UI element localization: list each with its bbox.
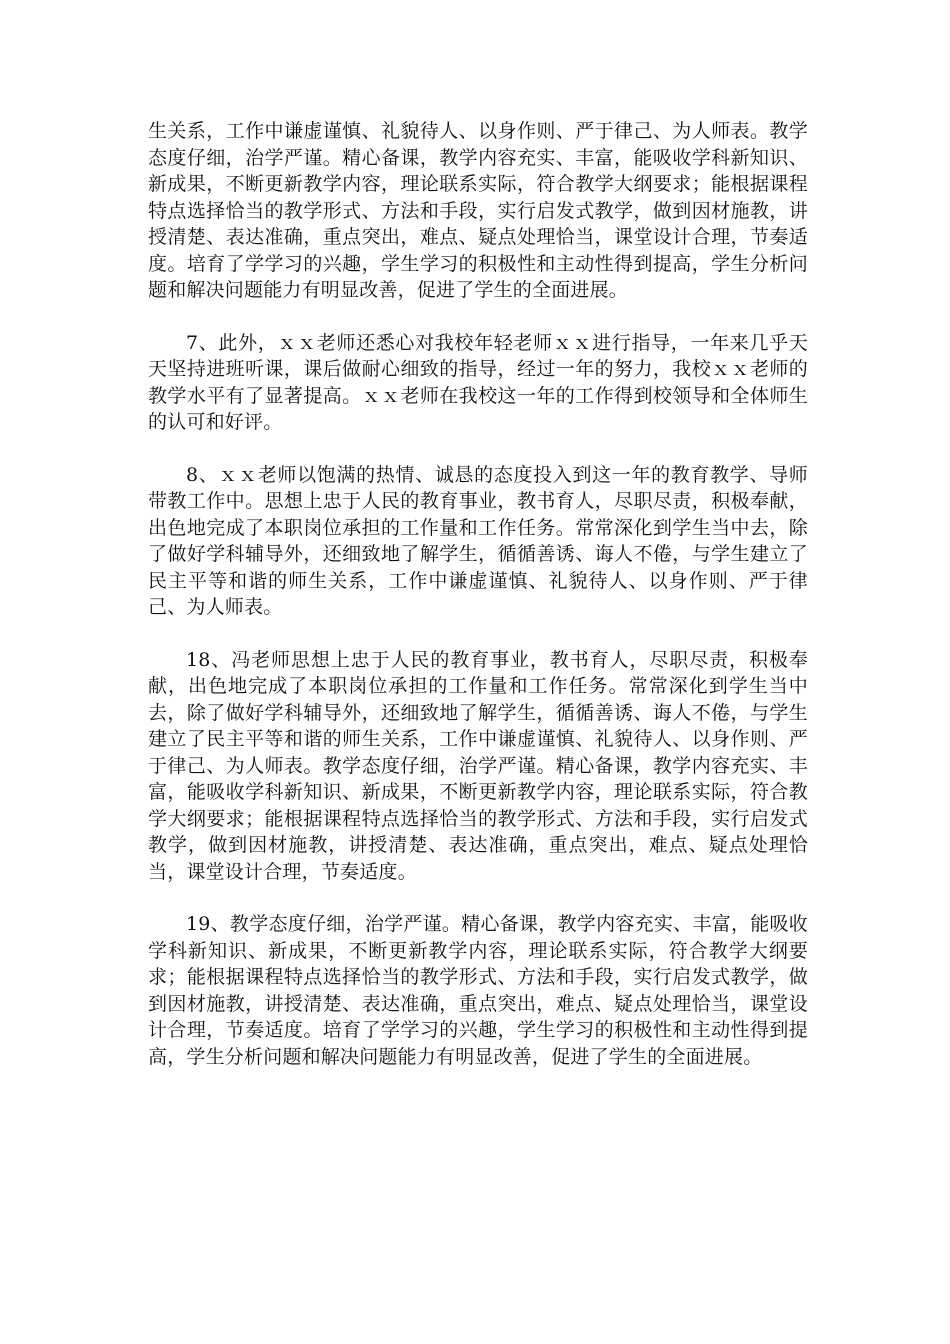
paragraph-item-8: 8、ｘｘ老师以饱满的热情、诚恳的态度投入到这一年的教育教学、导师带教工作中。思想上忠于人民的教育事业，教书育人，尽职尽责，积极奉献，出色地完成了本职岗位承担的工作量和工作任务。常常深化到学生当中去，除了做好学科辅导外，还细致地了解学生，循循善诱、诲人不倦，与学生建立了民主平等和谐的师生关系，工作中谦虚谨慎、礼貌待人、以身作则、严于律己、为人师表。 bbox=[148, 463, 808, 618]
paragraph-continuation: 生关系，工作中谦虚谨慎、礼貌待人、以身作则、严于律己、为人师表。教学态度仔细，治学严谨。精心备课，教学内容充实、丰富，能吸收学科新知识、新成果，不断更新教学内容，理论联系实际，符合教学大纲要求；能根据课程特点选择恰当的教学形式、方法和手段，实行启发式教学，做到因材施教，讲授清楚、表达准确，重点突出，难点、疑点处理恰当，课堂设计合理，节奏适度。培育了学学习的兴趣，学生学习的积极性和主动性得到提高，学生分析问题和解决问题能力有明显改善，促进了学生的全面进展。 bbox=[148, 120, 808, 301]
document-body bbox=[148, 118, 808, 1096]
paragraph-item-18: 18、冯老师思想上忠于人民的教育事业，教书育人，尽职尽责，积极奉献，出色地完成了本职岗位承担的工作量和工作任务。常常深化到学生当中去，除了做好学科辅导外，还细致地了解学生，循循善诱、诲人不倦，与学生建立了民主平等和谐的师生关系，工作中谦虚谨慎、礼貌待人、以身作则、严于律己、为人师表。教学态度仔细，治学严谨。精心备课，教学内容充实、丰富，能吸收学科新知识、新成果，不断更新教学内容，理论联系实际，符合教学大纲要求；能根据课程特点选择恰当的教学形式、方法和手段，实行启发式教学，做到因材施教，讲授清楚、表达准确，重点突出，难点、疑点处理恰当，课堂设计合理，节奏适度。 bbox=[148, 648, 808, 883]
paragraph-item-7: 7、此外，ｘｘ老师还悉心对我校年轻老师ｘｘ进行指导，一年来几乎天天坚持进班听课，课后做耐心细致的指导，经过一年的努力，我校ｘｘ老师的教学水平有了显著提高。ｘｘ老师在我校这一年的工作得到校领导和全体师生的认可和好评。 bbox=[148, 331, 808, 433]
paragraph-item-19: 19、教学态度仔细，治学严谨。精心备课，教学内容充实、丰富，能吸收学科新知识、新成果，不断更新教学内容，理论联系实际，符合教学大纲要求；能根据课程特点选择恰当的教学形式、方法和手段，实行启发式教学，做到因材施教，讲授清楚、表达准确，重点突出，难点、疑点处理恰当，课堂设计合理，节奏适度。培育了学学习的兴趣，学生学习的积极性和主动性得到提高，学生分析问题和解决问题能力有明显改善，促进了学生的全面进展。 bbox=[148, 913, 808, 1068]
